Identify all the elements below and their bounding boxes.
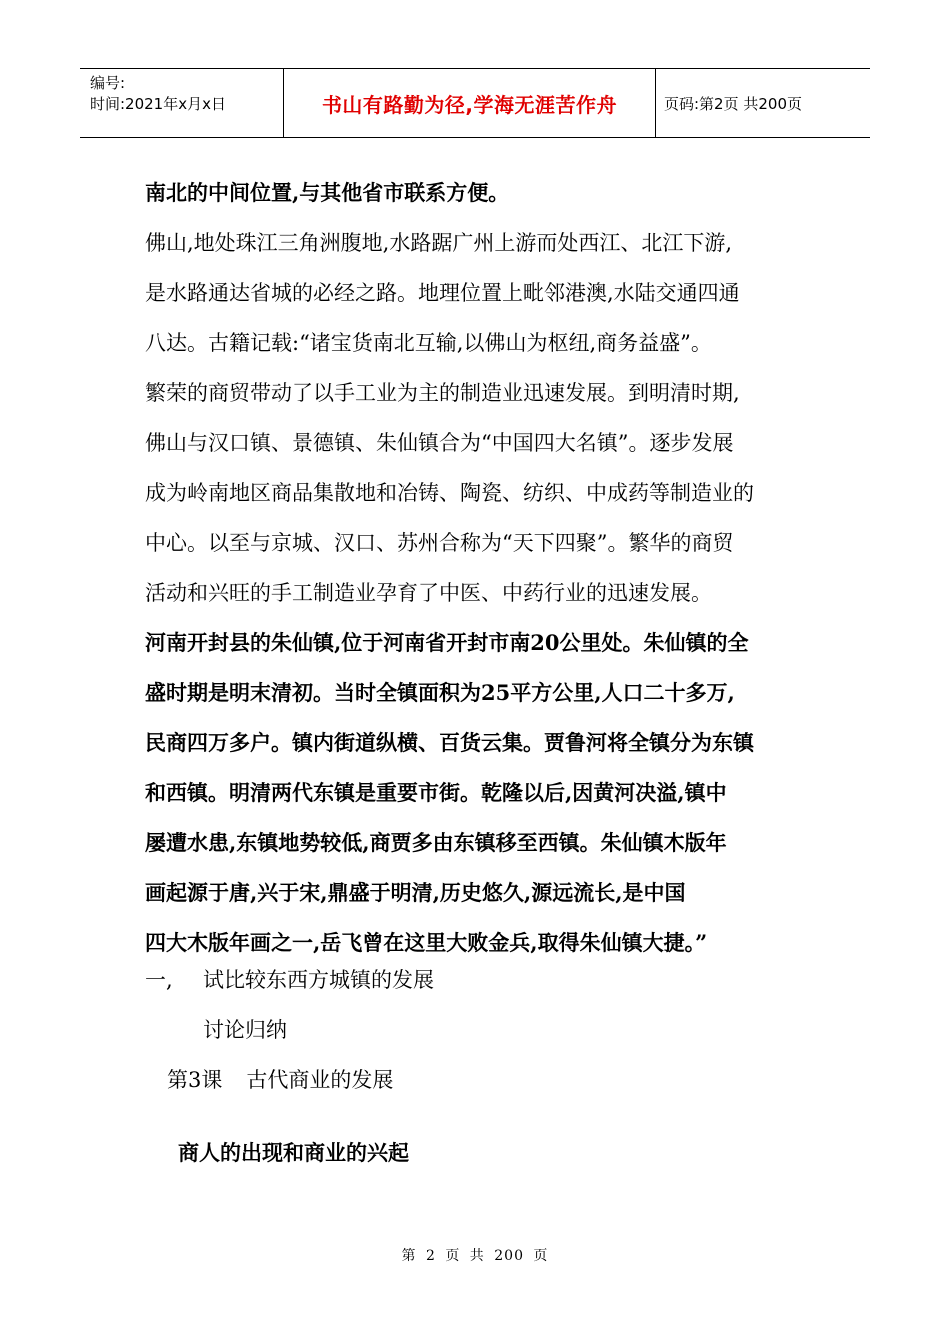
section-subheading: 商人的出现和商业的兴起 — [178, 1140, 409, 1165]
text-line: 河南开封县的朱仙镇,位于河南省开封市南20公里处。朱仙镇的全 — [145, 630, 749, 655]
text-line: 四大木版年画之一,岳飞曾在这里大败金兵,取得朱仙镇大捷。” — [145, 930, 708, 955]
text-line: 和西镇。明清两代东镇是重要市街。乾隆以后,因黄河决溢,镇中 — [145, 780, 727, 805]
number-label: 编号: — [90, 74, 126, 92]
lesson-heading — [167, 1055, 393, 1105]
paragraph-1 — [145, 168, 835, 218]
text-line: 繁荣的商贸带动了以手工业为主的制造业迅速发展。到明清时期, — [145, 381, 740, 405]
text-line: 南北的中间位置,与其他省市联系方便。 — [145, 180, 510, 205]
date-label: 时间:2021年x月x日 — [90, 95, 226, 113]
text-line: 佛山,地处珠江三角洲腹地,水路踞广州上游而处西江、北江下游, — [145, 231, 733, 255]
text-line: 屡遭水患,东镇地势较低,商贾多由东镇移至西镇。朱仙镇木版年 — [145, 830, 727, 855]
paragraph-2 — [145, 218, 835, 618]
text-line: 画起源于唐,兴于宋,鼎盛于明清,历史悠久,源远流长,是中国 — [145, 880, 686, 905]
paragraph-3 — [145, 618, 835, 968]
text-line: 盛时期是明末清初。当时全镇面积为25平方公里,人口二十多万, — [145, 680, 735, 705]
text-line: 佛山与汉口镇、景德镇、朱仙镇合为“中国四大名镇”。逐步发展 — [145, 431, 734, 455]
text-line: 成为岭南地区商品集散地和冶铸、陶瓷、纺织、中成药等制造业的 — [145, 481, 754, 505]
header-page-info: 页码:第2页 共200页 — [664, 94, 802, 113]
header-divider — [655, 69, 656, 137]
text-line: 活动和兴旺的手工制造业孕育了中医、中药行业的迅速发展。 — [145, 581, 712, 605]
header-motto: 书山有路勤为径,学海无涯苦作舟 — [321, 92, 618, 117]
text-line: 中心。以至与京城、汉口、苏州合称为“天下四聚”。繁华的商贸 — [145, 531, 734, 555]
header-meta — [80, 69, 283, 137]
page-footer: 第 2 页 共 200 页 — [401, 1248, 549, 1264]
lesson-number: 第3课 — [167, 1068, 223, 1092]
list-item-number: 一, — [145, 968, 173, 992]
text-line: 是水路通达省城的必经之路。地理位置上毗邻港澳,水陆交通四通 — [145, 281, 740, 305]
page-header — [80, 68, 870, 138]
discussion-label: 讨论归纳 — [203, 1018, 287, 1042]
document-body — [145, 168, 835, 968]
text-line: 民商四万多户。镇内街道纵横、百货云集。贾鲁河将全镇分为东镇 — [145, 730, 754, 755]
text-line: 八达。古籍记载:“诸宝货南北互输,以佛山为枢纽,商务益盛”。 — [145, 331, 712, 355]
lesson-title: 古代商业的发展 — [246, 1068, 394, 1092]
list-item — [145, 955, 434, 1005]
list-item-text: 试比较东西方城镇的发展 — [203, 968, 434, 992]
